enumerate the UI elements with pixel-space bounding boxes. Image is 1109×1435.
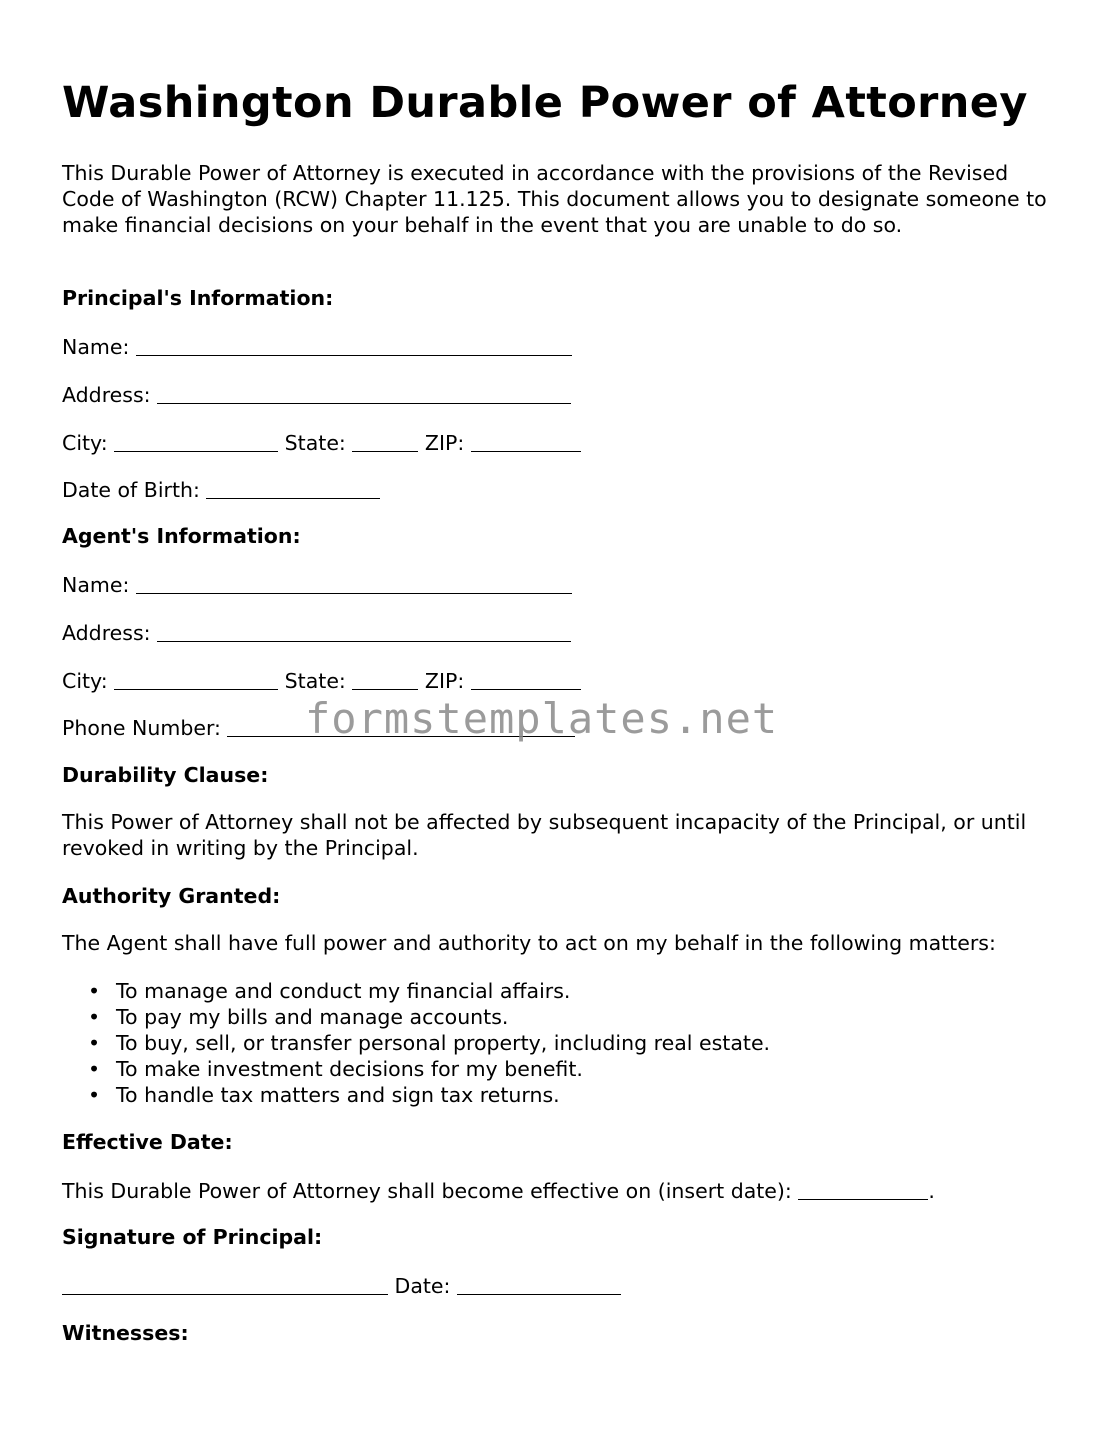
principal-address-label: Address: xyxy=(62,383,151,407)
agent-name-row xyxy=(62,571,572,598)
agent-name-field[interactable] xyxy=(136,573,572,594)
agent-name-label: Name: xyxy=(62,573,130,597)
signature-date-label: Date: xyxy=(394,1274,451,1298)
signature-field[interactable] xyxy=(62,1274,388,1295)
agent-city-label: City: xyxy=(62,669,108,693)
durability-heading: Durability Clause: xyxy=(62,763,269,787)
principal-city-field[interactable] xyxy=(114,431,278,452)
agent-zip-label: ZIP: xyxy=(424,669,465,693)
principal-dob-label: Date of Birth: xyxy=(62,478,200,502)
agent-city-field[interactable] xyxy=(114,669,278,690)
agent-phone-label: Phone Number: xyxy=(62,716,221,740)
principal-name-label: Name: xyxy=(62,335,130,359)
list-item: • To manage and conduct my financial affairs. xyxy=(116,978,770,1004)
principal-city-row xyxy=(62,429,581,456)
watermark-text: formstemplates.net xyxy=(305,694,779,743)
principal-zip-field[interactable] xyxy=(471,431,581,452)
effective-row xyxy=(62,1177,935,1204)
list-item: • To pay my bills and manage accounts. xyxy=(116,1004,770,1030)
witnesses-heading: Witnesses: xyxy=(62,1321,189,1345)
list-item: • To buy, sell, or transfer personal property, including real estate. xyxy=(116,1030,770,1056)
principal-heading: Principal's Information: xyxy=(62,286,334,310)
principal-name-field[interactable] xyxy=(136,335,572,356)
effective-heading: Effective Date: xyxy=(62,1130,233,1154)
intro-paragraph: This Durable Power of Attorney is executed in accordance with the provisions of the Revised Code of Washington (RCW) Chapter 11.125. This document allows you to designate someone to make financial decisions on your behalf in the event that you are unable to do so. xyxy=(62,161,1047,237)
agent-address-label: Address: xyxy=(62,621,151,645)
agent-address-field[interactable] xyxy=(157,621,571,642)
authority-heading: Authority Granted: xyxy=(62,884,281,908)
principal-state-label: State: xyxy=(284,431,346,455)
principal-state-field[interactable] xyxy=(352,431,418,452)
agent-state-field[interactable] xyxy=(352,669,418,690)
effective-text: This Durable Power of Attorney shall become effective on (insert date): xyxy=(62,1179,792,1203)
effective-date-field[interactable] xyxy=(798,1179,928,1200)
authority-list xyxy=(62,978,770,1108)
effective-end: . xyxy=(928,1179,935,1203)
principal-zip-label: ZIP: xyxy=(424,431,465,455)
authority-text: The Agent shall have full power and authority to act on my behalf in the following matters: xyxy=(62,931,996,955)
signature-date-field[interactable] xyxy=(457,1274,621,1295)
agent-city-row xyxy=(62,667,581,694)
principal-name-row xyxy=(62,333,572,360)
agent-heading: Agent's Information: xyxy=(62,524,301,548)
list-item: • To handle tax matters and sign tax returns. xyxy=(116,1082,770,1108)
principal-dob-row xyxy=(62,476,380,503)
principal-city-label: City: xyxy=(62,431,108,455)
principal-address-row xyxy=(62,381,571,408)
principal-address-field[interactable] xyxy=(157,383,571,404)
agent-state-label: State: xyxy=(284,669,346,693)
agent-address-row xyxy=(62,619,571,646)
signature-heading: Signature of Principal: xyxy=(62,1225,323,1249)
signature-row xyxy=(62,1272,621,1299)
durability-text: This Power of Attorney shall not be affected by subsequent incapacity of the Principal, or until revoked in writing by the Principal. xyxy=(62,810,1027,860)
list-item: • To make investment decisions for my benefit. xyxy=(116,1056,770,1082)
document-title: Washington Durable Power of Attorney xyxy=(62,78,1028,128)
agent-zip-field[interactable] xyxy=(471,669,581,690)
principal-dob-field[interactable] xyxy=(206,478,380,499)
